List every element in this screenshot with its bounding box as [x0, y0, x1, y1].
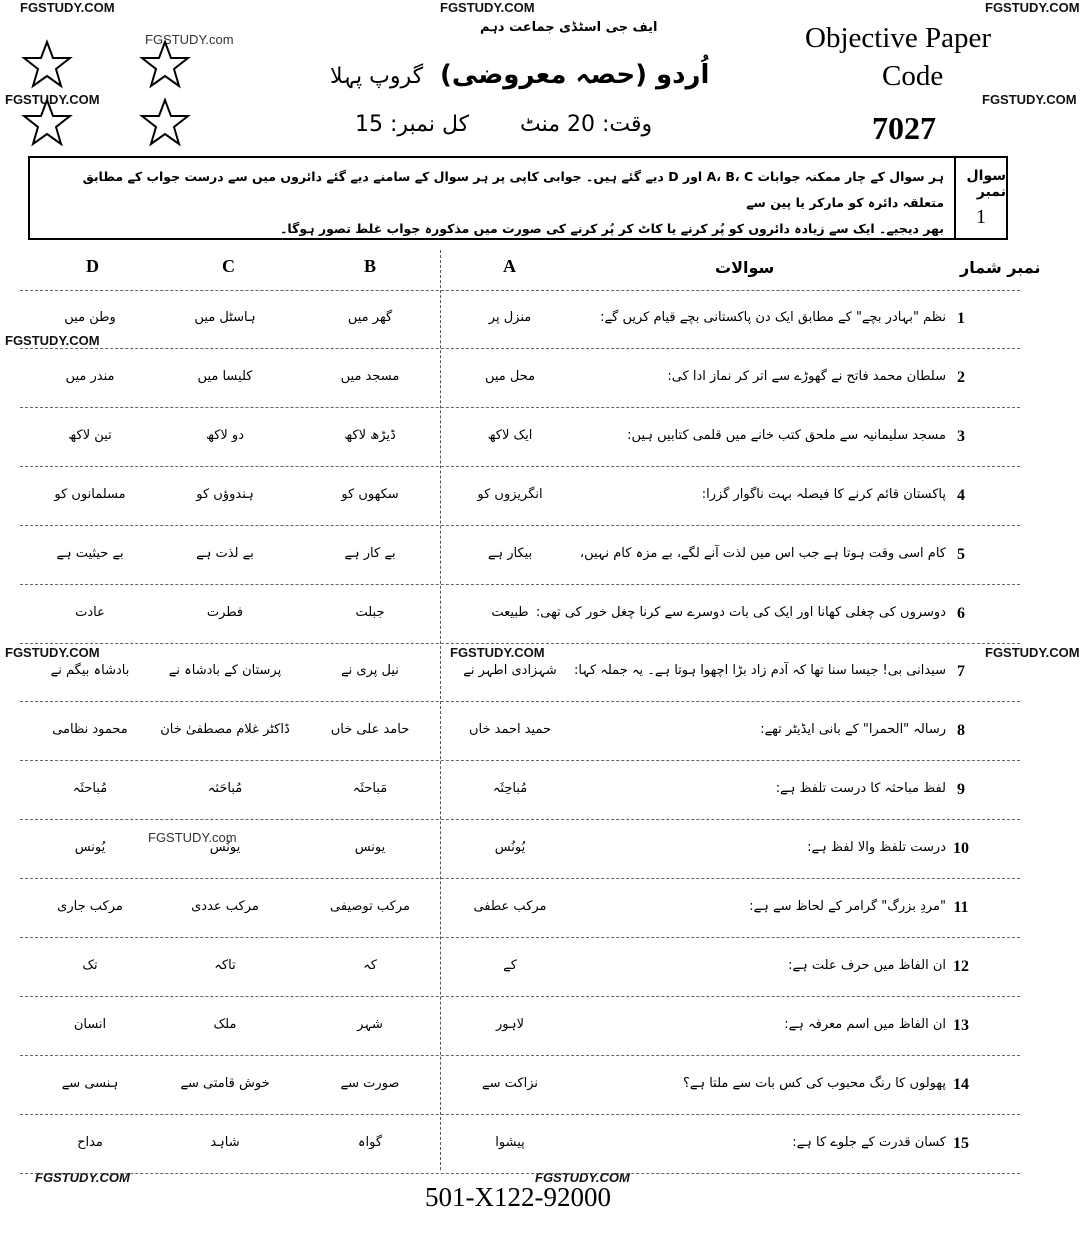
option-b: حامد علی خاں	[330, 722, 410, 738]
option-d: ہنسی سے	[61, 1075, 119, 1091]
column-header-d: D	[86, 256, 99, 276]
option-c: شاہد	[210, 1134, 240, 1150]
option-c: مرکب عددی	[191, 899, 259, 914]
option-c: ملک	[213, 1016, 237, 1032]
question-number: 9	[957, 781, 965, 799]
group-label: گروپ پہلا	[330, 64, 424, 89]
question-row	[0, 538, 1046, 578]
row-divider	[20, 996, 1020, 997]
question-text: "مردِ بزرگ" گرامر کے لحاظ سے ہے:	[749, 899, 946, 914]
option-d: انسان	[73, 1016, 107, 1032]
option-a: نزاکت سے	[482, 1075, 538, 1091]
question-number-cell	[954, 158, 1006, 238]
option-a: شہزادی اطہر نے	[463, 663, 557, 679]
question-number: 6	[957, 604, 965, 622]
option-a: مرکب عطفی	[473, 899, 547, 914]
question-row	[0, 479, 1046, 519]
footer-code: 501-X122-92000	[425, 1182, 611, 1212]
option-a: پیشوا	[495, 1134, 525, 1150]
question-row	[0, 832, 1046, 872]
option-b: جبلت	[355, 604, 385, 620]
question-text: کسان قدرت کے جلوے کا ہے:	[792, 1134, 946, 1150]
row-divider	[20, 407, 1020, 408]
column-header-c: C	[222, 256, 235, 276]
question-text: ان الفاظ میں حرف علت ہے:	[788, 957, 946, 973]
option-d: تین لاکھ	[68, 427, 112, 443]
question-number: 10	[953, 840, 969, 858]
question-text: مسجد سلیمانیہ سے ملحق کتب خانے میں قلمی کتابیں ہیں:	[627, 427, 946, 443]
watermark: FGSTUDY.COM	[982, 92, 1077, 107]
question-number: 4	[957, 486, 965, 504]
question-text: کام اسی وقت ہوتا ہے جب اس میں لذت آنے لگے، بے مزہ کام نہیں،	[579, 545, 946, 561]
question-number: 14	[953, 1075, 969, 1093]
option-b: یونس	[354, 840, 386, 856]
watermark: FGSTUDY.COM	[985, 0, 1080, 15]
question-number: 12	[953, 957, 969, 975]
option-c: خوش قامتی سے	[180, 1075, 270, 1091]
watermark: FGSTUDY.COM	[5, 645, 100, 660]
option-d: تک	[82, 957, 98, 973]
option-d: یُونس	[74, 840, 106, 856]
option-a: منزل پر	[488, 310, 532, 325]
watermark: FGSTUDY.COM	[535, 1170, 630, 1185]
question-text: پھولوں کا رنگ محبوب کی کس بات سے ملتا ہے؟	[682, 1075, 946, 1091]
option-b: مسجد میں	[340, 368, 400, 384]
instructions-line: ہر سوال کے چار ممکنہ جوابات A، B، C اور D دیے گئے ہیں۔ جوابی کاپی پر ہر سوال کے سامنے دیے گئے دائروں میں سے درست جواب کے مطابق متعلقہ دائرہ کو مارکر یا پین سے	[82, 169, 944, 210]
option-b: سکھوں کو	[341, 486, 399, 502]
instructions-text	[30, 158, 954, 238]
question-text: ان الفاظ میں اسم معرفہ ہے:	[784, 1016, 946, 1032]
question-text: پاکستان قائم کرنے کا فیصلہ بہت ناگوار گزرا:	[701, 486, 946, 502]
question-number: 11	[953, 899, 969, 916]
option-c: مُباحَثہ	[207, 781, 243, 797]
option-c: دو لاکھ	[205, 427, 245, 443]
option-b: نیل پری نے	[341, 663, 399, 679]
option-b: گواہ	[357, 1134, 383, 1150]
question-text: لفظ مباحثہ کا درست تلفظ ہے:	[775, 781, 946, 797]
option-d: بے حیثیت ہے	[56, 545, 124, 561]
column-header-a: A	[503, 256, 516, 276]
option-c: فطرت	[206, 604, 244, 620]
option-d: محمود نظامی	[52, 722, 128, 738]
row-divider	[20, 348, 1020, 349]
row-divider	[20, 290, 1020, 291]
option-a: بیکار ہے	[487, 545, 533, 561]
option-d: مندر میں	[65, 368, 115, 384]
row-divider	[20, 1173, 1020, 1174]
question-row	[0, 950, 1046, 990]
option-c: ڈاکٹر غلام مصطفیٰ خان	[160, 722, 290, 738]
question-row	[0, 1127, 1046, 1167]
watermark: FGSTUDY.com	[145, 32, 234, 47]
time-label: وقت: 20 منٹ	[520, 112, 653, 137]
option-c: ہندوؤں کو	[196, 486, 254, 502]
option-a: مُباحِثَہ	[492, 781, 528, 797]
question-text: سیدانی بی! جیسا سنا تھا کہ آدم زاد بڑا اچھوا ہوتا ہے۔ یہ جملہ کہا:	[573, 663, 946, 679]
option-d: عادت	[75, 604, 105, 620]
paper-code-label: Code	[882, 60, 944, 92]
question-text: دوسروں کی چغلی کھانا اور ایک کی بات دوسرے سے کرنا چغل خور کی تھی:	[535, 604, 946, 620]
question-label: سوال نمبر	[966, 167, 1006, 200]
option-b: شہر	[357, 1016, 383, 1032]
star-icon	[140, 98, 190, 146]
row-divider	[20, 937, 1020, 938]
option-d: مُباحثَہ	[72, 781, 108, 797]
question-number: 8	[957, 722, 965, 740]
option-a: انگریزوں کو	[477, 486, 543, 502]
watermark: FGSTUDY.COM	[5, 333, 100, 348]
option-a: طبیعت	[491, 604, 529, 620]
option-d: مسلمانوں کو	[54, 486, 126, 502]
star-icon	[22, 98, 72, 146]
option-c: کلیسا میں	[197, 368, 253, 384]
watermark: FGSTUDY.COM	[5, 92, 100, 107]
question-row	[0, 891, 1046, 931]
row-divider	[20, 760, 1020, 761]
subject-title: اُردو (حصہ معروضی)	[440, 60, 710, 90]
option-c: تاکہ	[214, 957, 236, 973]
question-row	[0, 773, 1046, 813]
question-row	[0, 361, 1046, 401]
row-divider	[20, 525, 1020, 526]
instructions-box	[28, 156, 1008, 240]
paper-code: 7027	[872, 110, 936, 146]
question-row	[0, 1009, 1046, 1049]
watermark: FGSTUDY.COM	[450, 645, 545, 660]
row-divider	[20, 1114, 1020, 1115]
row-divider	[20, 466, 1020, 467]
instructions-line: بھر دیجیے۔ ایک سے زیادہ دائروں کو پُر کرنے یا کاٹ کر پُر کرنے کی صورت میں مذکورہ جواب غلط تصور ہوگا۔	[280, 221, 944, 236]
option-a: حمید احمد خاں	[468, 722, 552, 738]
column-header-b: B	[364, 256, 377, 276]
option-c: بے لذت ہے	[196, 545, 254, 561]
option-b: گھر میں	[347, 310, 393, 325]
option-a: لاہور	[495, 1016, 525, 1032]
option-a: محل میں	[484, 368, 536, 384]
option-a: کے	[503, 957, 517, 973]
question-text: درست تلفظ والا لفظ ہے:	[807, 840, 946, 856]
option-c: پرستان کے بادشاہ نے	[168, 663, 282, 679]
option-b: مَباحثَہ	[352, 781, 388, 797]
question-row	[0, 302, 1046, 342]
option-b: مرکب توصیفی	[330, 899, 410, 914]
question-number: 1	[976, 205, 986, 228]
watermark: FGSTUDY.COM	[440, 0, 535, 15]
question-text: سلطان محمد فاتح نے گھوڑے سے اتر کر نماز ادا کی:	[667, 368, 946, 384]
question-text: نظم "بہادر بچے" کے مطابق ایک دن پاکستانی بچے قیام کریں گے:	[600, 310, 946, 325]
option-c: یونُس	[209, 840, 241, 856]
brand-line: ایف جی اسٹڈی جماعت دہم	[480, 20, 658, 35]
question-number: 7	[957, 663, 965, 681]
option-d: وطن میں	[64, 310, 116, 325]
total-marks: کل نمبر: 15	[355, 112, 470, 137]
question-number: 5	[957, 545, 965, 563]
row-divider	[20, 701, 1020, 702]
question-row	[0, 714, 1046, 754]
option-a: یُونُس	[494, 840, 526, 856]
option-d: مرکب جاری	[57, 899, 123, 914]
question-number: 1	[957, 310, 965, 327]
option-a: ایک لاکھ	[487, 427, 533, 443]
watermark: FGSTUDY.COM	[35, 1170, 130, 1185]
question-row	[0, 1068, 1046, 1108]
option-c: ہاسٹل میں	[194, 310, 256, 325]
question-number: 2	[957, 368, 965, 386]
question-row	[0, 655, 1046, 695]
star-icon	[22, 40, 72, 88]
watermark: FGSTUDY.com	[148, 830, 237, 845]
option-b: ڈیڑھ لاکھ	[344, 427, 396, 443]
row-divider	[20, 643, 1020, 644]
option-b: صورت سے	[340, 1075, 400, 1091]
question-row	[0, 597, 1046, 637]
option-d: مداح	[77, 1134, 103, 1150]
row-divider	[20, 878, 1020, 879]
question-row	[0, 420, 1046, 460]
row-divider	[20, 1055, 1020, 1056]
question-number: 3	[957, 427, 965, 445]
row-divider	[20, 819, 1020, 820]
question-number: 15	[953, 1134, 969, 1152]
paper-code-label: Objective Paper	[805, 22, 992, 54]
option-d: بادشاہ بیگم نے	[50, 663, 130, 679]
option-b: کہ	[363, 957, 377, 973]
watermark: FGSTUDY.COM	[985, 645, 1080, 660]
option-b: بے کار ہے	[344, 545, 396, 561]
star-icon	[140, 40, 190, 88]
row-divider	[20, 584, 1020, 585]
question-number: 13	[953, 1016, 969, 1034]
column-header-questions: سوالات	[715, 258, 775, 277]
column-header-serial: نمبر شمار	[960, 258, 1041, 277]
question-text: رسالہ "الحمرا" کے بانی ایڈیٹر تھے:	[760, 722, 946, 738]
watermark: FGSTUDY.COM	[20, 0, 115, 15]
